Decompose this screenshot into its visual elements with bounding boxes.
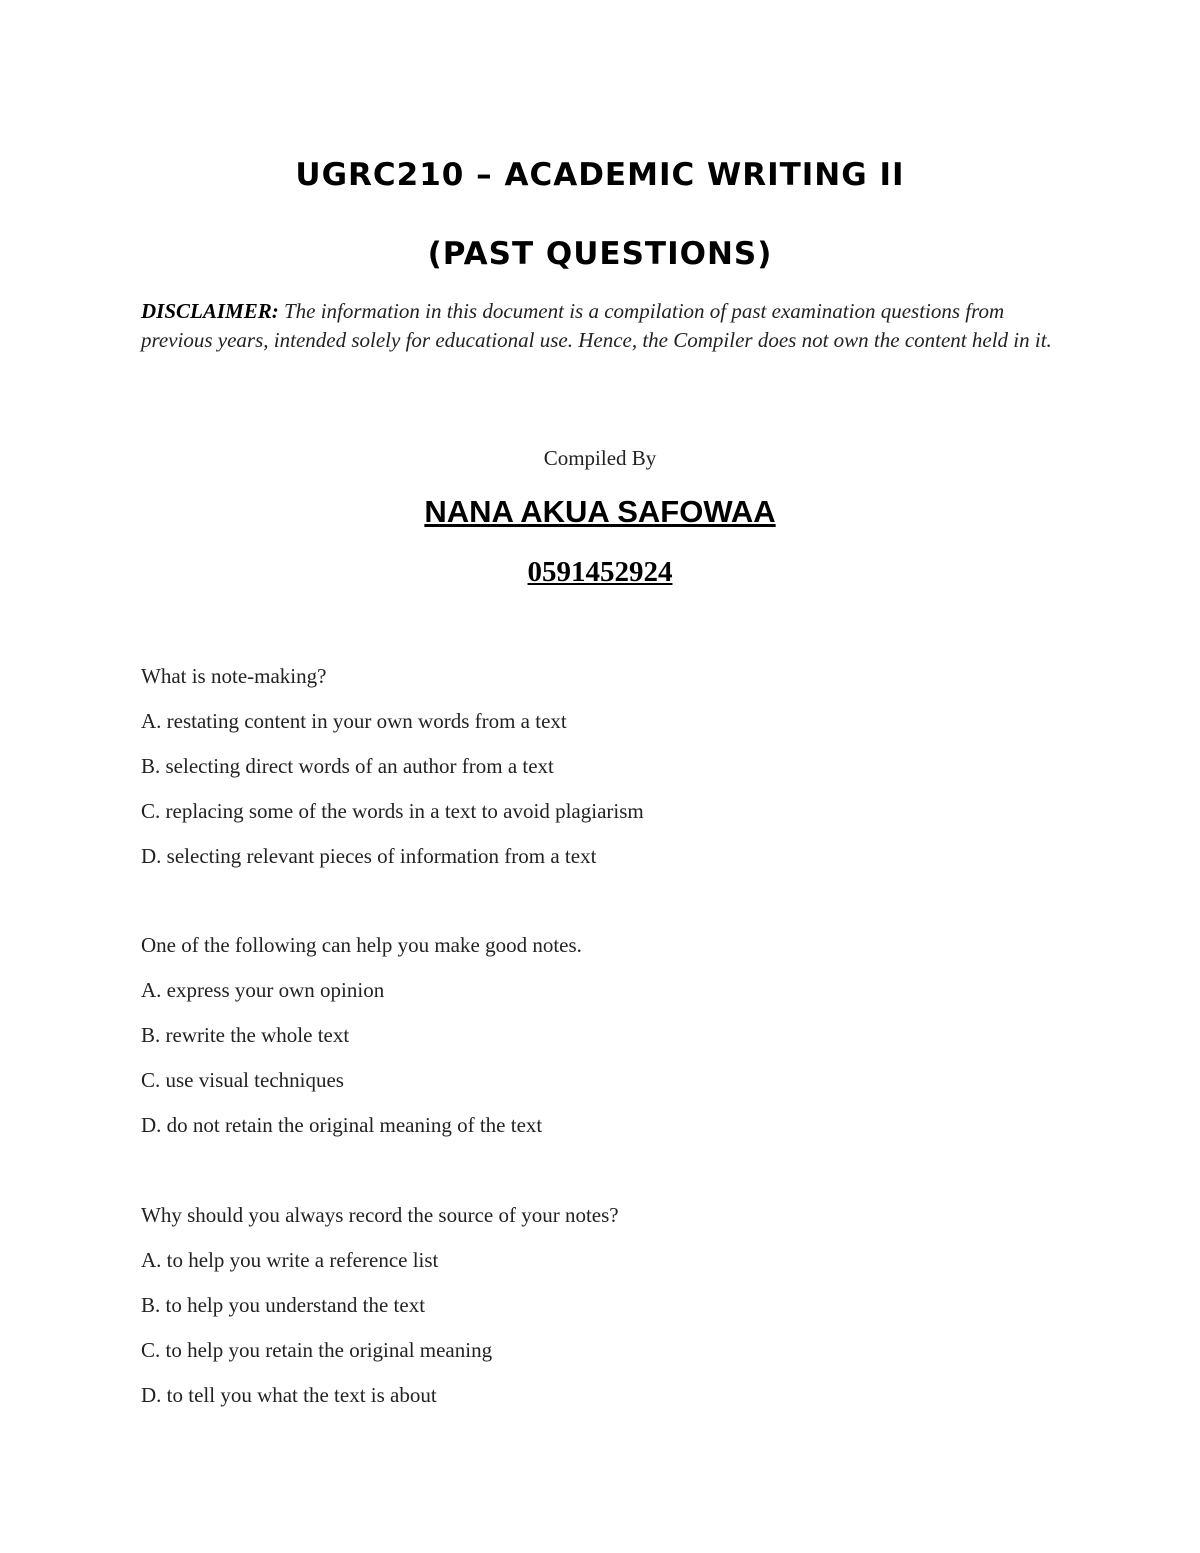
question-3-option-b: B. to help you understand the text [141, 1293, 426, 1317]
question-2-option-c: C. use visual techniques [141, 1068, 344, 1092]
question-3-option-d: D. to tell you what the text is about [141, 1383, 437, 1407]
question-2 [141, 931, 1101, 1156]
question-3-text: Why should you always record the source of your notes? [141, 1203, 619, 1227]
compiled-by-label: Compiled By [543, 446, 657, 470]
question-2-option-b: B. rewrite the whole text [141, 1023, 350, 1047]
document-title: UGRC210 – ACADEMIC WRITING II [295, 157, 905, 193]
question-3-option-c: C. to help you retain the original meaning [141, 1338, 493, 1362]
disclaimer-paragraph [141, 297, 1071, 355]
question-1 [141, 662, 1101, 887]
question-2-option-a: A. express your own opinion [141, 978, 385, 1002]
disclaimer-text: The information in this document is a compilation of past examination questions from previous years, intended solely for educational use. Hence, the Compiler does not own the content held in it. [141, 299, 1052, 352]
question-1-option-b: B. selecting direct words of an author from a text [141, 754, 554, 778]
question-1-text: What is note-making? [141, 664, 327, 688]
question-1-option-c: C. replacing some of the words in a text to avoid plagiarism [141, 799, 644, 823]
question-1-option-a: A. restating content in your own words from a text [141, 709, 567, 733]
document-subtitle: (PAST QUESTIONS) [427, 236, 773, 272]
question-3-option-a: A. to help you write a reference list [141, 1248, 439, 1272]
question-3 [141, 1201, 1101, 1426]
question-1-option-d: D. selecting relevant pieces of information from a text [141, 844, 597, 868]
disclaimer-label: DISCLAIMER: [141, 299, 279, 323]
question-2-option-d: D. do not retain the original meaning of the text [141, 1113, 543, 1137]
author-name: NANA AKUA SAFOWAA [424, 494, 776, 529]
author-phone: 0591452924 [527, 556, 673, 588]
question-2-text: One of the following can help you make good notes. [141, 933, 582, 957]
